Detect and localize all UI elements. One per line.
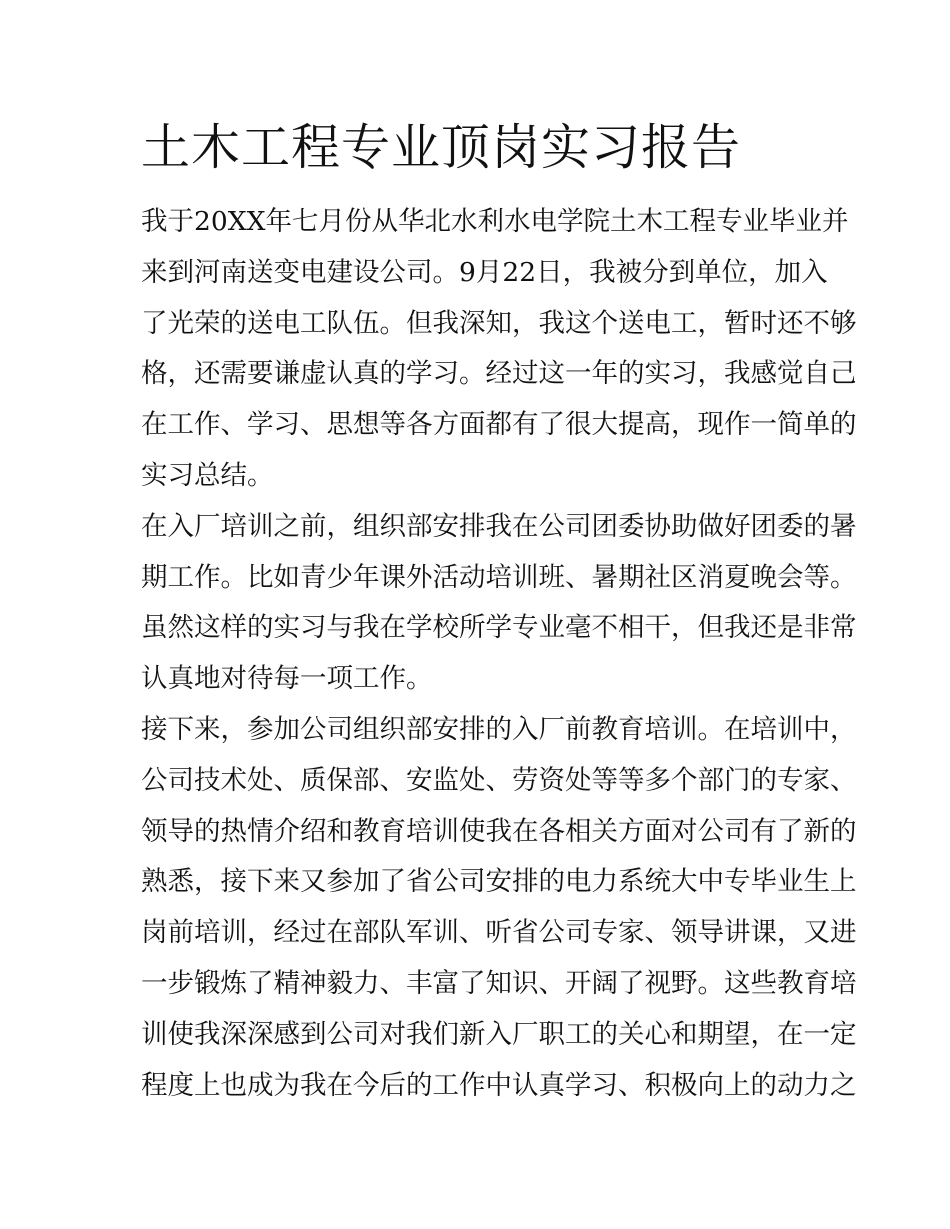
text-line: 接下来，参加公司组织部安排的入厂前教育培训。在培训中， bbox=[141, 713, 857, 745]
text-line: 了光荣的送电工队伍。但我深知，我这个送电工，暂时还不够 bbox=[141, 307, 857, 339]
text-line: 领导的热情介绍和教育培训使我在各相关方面对公司有了新的 bbox=[141, 815, 857, 847]
text-line: 训使我深深感到公司对我们新入厂职工的关心和期望，在一定 bbox=[141, 1018, 857, 1050]
document-title: 土木工程专业顶岗实习报告 bbox=[141, 119, 742, 176]
text-line: 期工作。比如青少年课外活动培训班、暑期社区消夏晚会等。 bbox=[141, 561, 857, 593]
document-body bbox=[141, 197, 857, 1111]
text-line: 认真地对待每一项工作。 bbox=[141, 663, 433, 695]
text-line: 程度上也成为我在今后的工作中认真学习、积极向上的动力之 bbox=[141, 1069, 857, 1101]
text-line: 公司技术处、质保部、安监处、劳资处等等多个部门的专家、 bbox=[141, 764, 857, 796]
text-line: 岗前培训，经过在部队军训、听省公司专家、领导讲课，又进 bbox=[141, 917, 857, 949]
text-line: 格，还需要谦虚认真的学习。经过这一年的实习，我感觉自己 bbox=[141, 358, 857, 390]
text-line: 一步锻炼了精神毅力、丰富了知识、开阔了视野。这些教育培 bbox=[141, 967, 857, 999]
text-line: 虽然这样的实习与我在学校所学专业毫不相干，但我还是非常 bbox=[141, 612, 857, 644]
text-line: 在工作、学习、思想等各方面都有了很大提高，现作一简单的 bbox=[141, 409, 857, 441]
text-line: 在入厂培训之前，组织部安排我在公司团委协助做好团委的暑 bbox=[141, 510, 857, 542]
text-line: 实习总结。 bbox=[141, 459, 274, 491]
text-line: 我于20XX年七月份从华北水利水电学院土木工程专业毕业并 bbox=[141, 206, 849, 237]
text-line: 熟悉，接下来又参加了省公司安排的电力系统大中专毕业生上 bbox=[141, 866, 857, 898]
text-line: 来到河南送变电建设公司。9月22日，我被分到单位，加入 bbox=[141, 256, 828, 288]
